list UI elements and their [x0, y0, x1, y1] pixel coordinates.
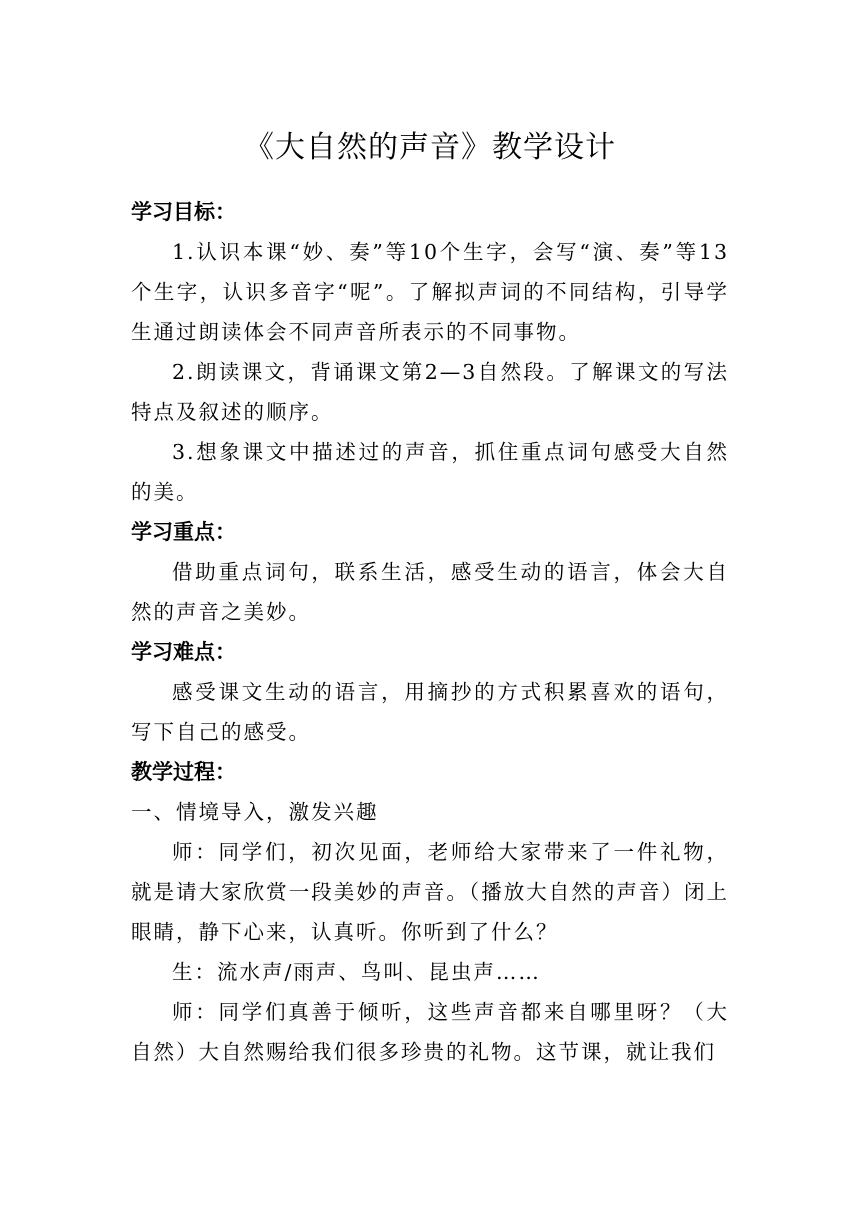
objective-item: 3.想象课文中描述过的声音，抓住重点词句感受大自然的美。 — [131, 440, 729, 504]
key-points-heading: 学习重点： — [131, 520, 236, 544]
objective-item: 1.认识本课“妙、奏”等10个生字，会写“演、奏”等13个生字，认识多音字“呢”。了解拟声词的不同结构，引导学生通过朗读体会不同声音所表示的不同事物。 — [131, 240, 729, 344]
process-heading: 教学过程： — [131, 760, 236, 784]
document-title: 《大自然的声音》教学设计 — [244, 130, 616, 165]
key-points-text: 借助重点词句，联系生活，感受生动的语言，体会大自然的声音之美妙。 — [131, 560, 729, 624]
objective-item: 2.朗读课文，背诵课文第2—3自然段。了解课文的写法特点及叙述的顺序。 — [131, 360, 729, 424]
objectives-heading: 学习目标： — [131, 200, 236, 224]
difficulties-heading: 学习难点： — [131, 640, 236, 664]
process-step-title: 一、情境导入，激发兴趣 — [131, 800, 379, 824]
document-body — [131, 192, 729, 1072]
difficulties-text: 感受课文生动的语言，用摘抄的方式积累喜欢的语句，写下自己的感受。 — [131, 680, 729, 744]
process-paragraph: 师：同学们真善于倾听，这些声音都来自哪里呀？（大自然）大自然赐给我们很多珍贵的礼物。这节课，就让我们 — [131, 1000, 729, 1064]
process-paragraph: 生：流水声/雨声、鸟叫、昆虫声…… — [172, 960, 541, 984]
process-paragraph: 师：同学们，初次见面，老师给大家带来了一件礼物，就是请大家欣赏一段美妙的声音。（播放大自然的声音）闭上眼睛，静下心来，认真听。你听到了什么？ — [131, 840, 729, 944]
